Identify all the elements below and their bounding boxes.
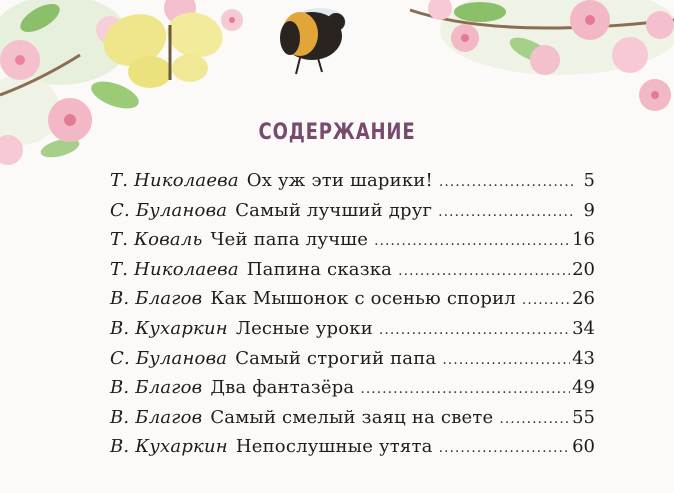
toc-author: Т. Коваль [110, 229, 203, 251]
toc-page-number: 9 [583, 199, 595, 221]
toc-page-number: 60 [572, 436, 595, 458]
toc-story-title: Два фантазёра [210, 377, 355, 399]
toc-author: В. Благов [110, 288, 203, 310]
toc-story-title: Непослушные утята [235, 436, 433, 458]
toc-author: С. Буланова [110, 347, 228, 369]
toc-page-number: 26 [572, 288, 595, 310]
toc-entry [110, 229, 595, 259]
toc-entry [110, 170, 595, 200]
bee-illustration [280, 8, 346, 74]
toc-leader-dots [374, 233, 570, 249]
toc-author: Т. Николаева [110, 258, 239, 280]
toc-page-number: 5 [583, 170, 595, 191]
toc-page-number: 55 [572, 406, 595, 428]
toc-story-title: Папина сказка [246, 258, 393, 280]
toc-page-number: 43 [572, 347, 595, 369]
toc-leader-dots [398, 263, 570, 279]
toc-leader-dots [439, 440, 571, 456]
toc-entry [110, 377, 595, 407]
toc-page-number: 34 [572, 317, 595, 339]
toc-author: В. Кухаркин [110, 317, 228, 339]
toc-author: Т. Николаева [110, 170, 239, 191]
toc-page-number: 20 [572, 258, 595, 280]
toc-entry [110, 407, 595, 437]
toc-leader-dots [360, 381, 570, 397]
toc-leader-dots [522, 292, 570, 308]
toc-story-title: Самый лучший друг [235, 199, 433, 221]
toc-story-title: Лесные уроки [235, 317, 373, 339]
toc-entry [110, 348, 595, 378]
toc-entry [110, 436, 595, 466]
toc-author: В. Кухаркин [110, 436, 228, 458]
toc-story-title: Самый смелый заяц на свете [210, 406, 494, 428]
table-of-contents [110, 170, 595, 466]
toc-leader-dots [438, 204, 575, 220]
toc-author: С. Буланова [110, 199, 228, 221]
toc-leader-dots [442, 352, 570, 368]
toc-leader-dots [499, 411, 570, 427]
toc-entry [110, 259, 595, 289]
toc-entry [110, 318, 595, 348]
toc-story-title: Самый строгий папа [235, 347, 437, 369]
toc-page-number: 49 [572, 377, 595, 399]
toc-story-title: Ох уж эти шарики! [246, 170, 433, 191]
toc-author: В. Благов [110, 377, 203, 399]
toc-leader-dots [439, 174, 575, 190]
toc-author: В. Благов [110, 406, 203, 428]
blossom-branch-right [410, 0, 674, 111]
toc-leader-dots [379, 322, 570, 338]
toc-story-title: Как Мышонок с осенью спорил [210, 288, 516, 310]
toc-entry [110, 200, 595, 230]
toc-story-title: Чей папа лучше [210, 229, 369, 251]
toc-entry [110, 288, 595, 318]
toc-page-number: 16 [572, 229, 595, 251]
page-title: СОДЕРЖАНИЕ [258, 120, 416, 145]
